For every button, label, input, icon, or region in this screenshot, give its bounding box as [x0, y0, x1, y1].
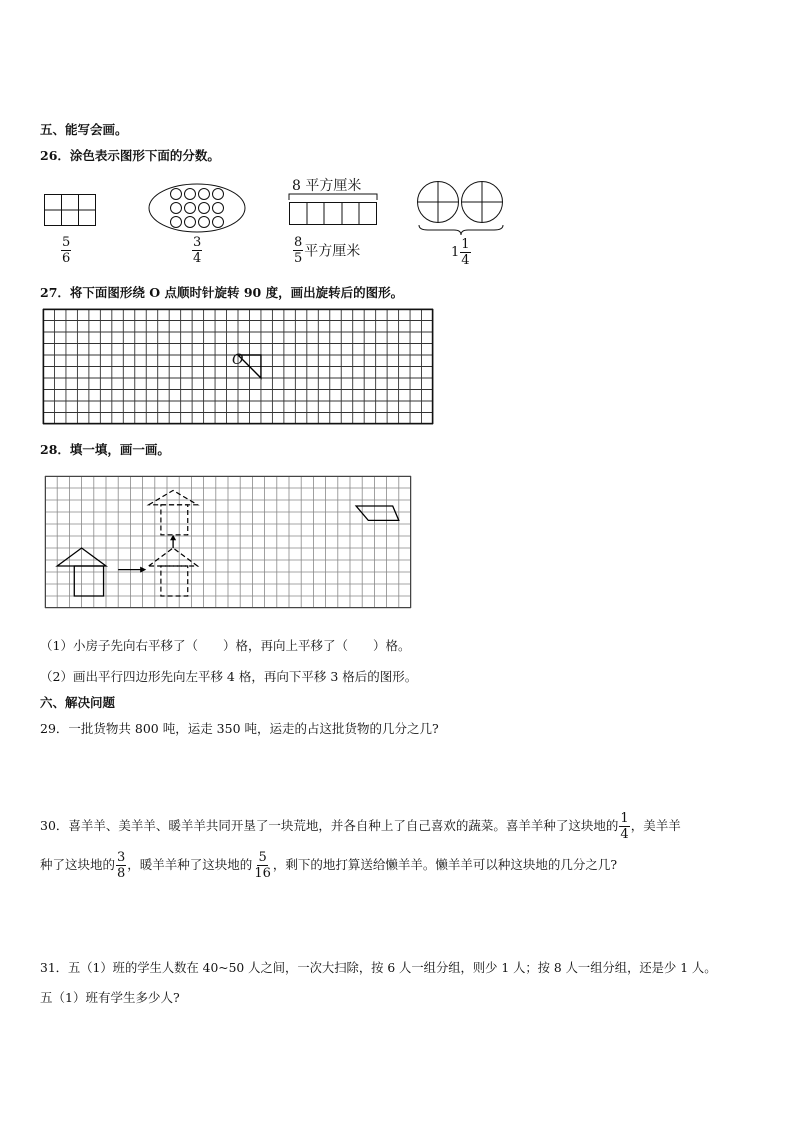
q28-dashed-house-2-body [161, 505, 188, 535]
question-30-line-1: 30．喜羊羊、美羊羊、暖羊羊共同开垦了一块荒地，并各自种上了自己喜欢的蔬菜。喜羊羊种了这块地的 $\frac{1}{4}$ ，美羊羊 [40, 811, 681, 842]
q26-top-area-label: 8 平方厘米 [292, 178, 362, 194]
question-29-text: 29．一批货物共 800 吨，运走 350 吨，运走的占这批货物的几分之几? [40, 721, 439, 736]
q28-dashed-house-1-roof [149, 548, 198, 566]
q26-oval-with-circles [148, 183, 246, 233]
q28-house-body [74, 566, 103, 596]
question-31-line-1: 31．五（1）班的学生人数在 40~50 人之间，一次大扫除，按 6 人一组分组，则少 1 人；按 8 人一组分组，还是少 1 人。 [40, 961, 717, 975]
q26-rectangle-grid [44, 194, 96, 226]
q26-fraction-3: $\frac{8}{5}$ 平方厘米 [294, 235, 361, 266]
q26-fraction-2: $\frac{3}{4}$ [193, 235, 202, 266]
question-28-sub-1: （1）小房子先向右平移了（ ）格，再向上平移了（ ）格。 [40, 638, 411, 653]
section-five-title: 五、能写会画。 [40, 122, 128, 137]
q26-bracket-strip [288, 192, 378, 232]
question-28-text: 28．填一填，画一画。 [40, 442, 170, 457]
q26-fraction-1: $\frac{5}{6}$ [62, 235, 71, 266]
section-six-title: 六、解决问题 [40, 695, 116, 710]
question-30-line-2: 种了这块地的 $\frac{3}{8}$ ，暖羊羊种了这块地的 $\frac{5}{16}$ ，剩下的地打算送给懒羊羊。懒羊羊可以种这块地的几分之几? [40, 850, 618, 881]
q28-dashed-house-1-body [161, 566, 188, 596]
question-31-line-2: 五（1）班有学生多少人? [40, 990, 180, 1005]
q26-fraction-4: 1 $\frac{1}{4}$ [451, 237, 470, 268]
question-28-sub-2: （2）画出平行四边形先向左平移 4 格，再向下平移 3 格后的图形。 [40, 669, 418, 684]
q28-translation-grid [45, 476, 411, 608]
q26-two-quartered-circles [416, 180, 506, 224]
question-26-text: 26．涂色表示图形下面的分数。 [40, 148, 220, 163]
q26-brace-under-circles [418, 224, 504, 236]
question-27-text: 27．将下面图形绕 O 点顺时针旋转 90 度，画出旋转后的图形。 [40, 285, 404, 300]
q27-point-o-label: O [232, 352, 244, 368]
q28-dashed-house-2-roof [149, 490, 198, 504]
